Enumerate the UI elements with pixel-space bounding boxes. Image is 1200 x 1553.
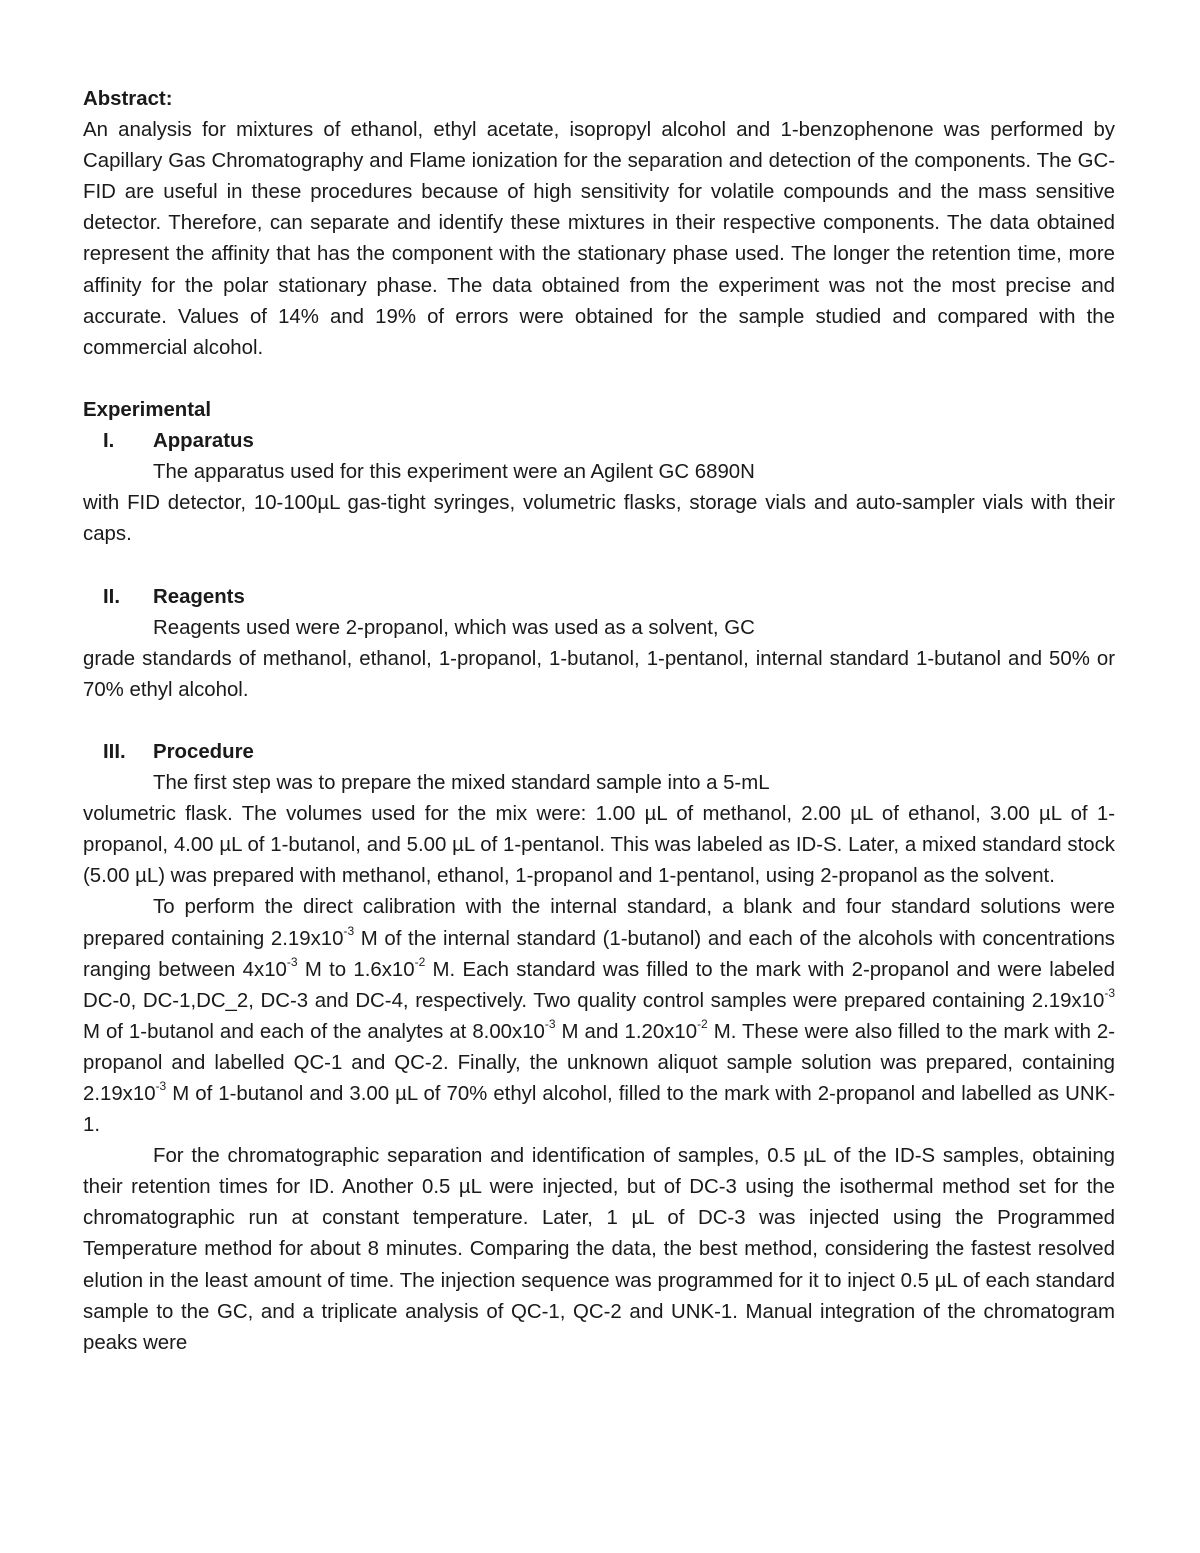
procedure-calibration-paragraph <box>83 892 1115 1141</box>
exponent: -2 <box>697 1017 708 1032</box>
text-run: M to 1.6x10 <box>297 958 415 981</box>
procedure-title: Procedure <box>153 740 254 763</box>
text-run: M of 1-butanol and each of the analytes at 8.00x10 <box>83 1020 545 1043</box>
document-page <box>83 84 1115 1359</box>
text-run: M and 1.20x10 <box>555 1020 698 1043</box>
reagents-title: Reagents <box>153 585 245 608</box>
experimental-heading: Experimental <box>83 398 212 421</box>
reagents-heading <box>83 582 1115 613</box>
procedure-body: volumetric flask. The volumes used for the mix were: 1.00 µL of methanol, 2.00 µL of ethanol, 3.00 µL of 1-propanol, 4.00 µL of 1-butanol, and 5.00 µL of 1-pentanol. This was labeled as ID-S. Later, a mixed standard stock (5.00 µL) was prepared with methanol, ethanol, 1-propanol and 1-pentanol, using 2-propanol as the solvent. <box>83 803 1115 888</box>
apparatus-heading <box>83 426 1115 457</box>
apparatus-body: with FID detector, 10-100µL gas-tight syringes, volumetric flasks, storage vials and auto-sampler vials with their caps. <box>83 492 1115 546</box>
procedure-heading <box>83 737 1115 768</box>
reagents-number: II. <box>103 585 120 608</box>
apparatus-first-line: The apparatus used for this experiment were an Agilent GC 6890N <box>153 461 755 484</box>
reagents-first-line: Reagents used were 2-propanol, which was used as a solvent, GC <box>153 616 755 639</box>
abstract-heading: Abstract: <box>83 88 173 110</box>
text-run: M. Each standard was filled to the mark with 2-propanol and were labeled DC-0, DC-1,DC_2, DC-3 and DC-4, respectively. Two quality control samples were prepared containing 2.19x10 <box>83 958 1115 1012</box>
spacer <box>83 706 1115 737</box>
procedure-first-line: The first step was to prepare the mixed standard sample into a 5-mL <box>153 772 770 795</box>
apparatus-title: Apparatus <box>153 430 254 453</box>
reagents-body: grade standards of methanol, ethanol, 1-propanol, 1-butanol, 1-pentanol, internal standard 1-butanol and 50% or 70% ethyl alcohol. <box>83 647 1115 701</box>
apparatus-number: I. <box>103 430 115 453</box>
exponent: -3 <box>544 1017 556 1032</box>
procedure-number: III. <box>103 740 126 763</box>
abstract-body: An analysis for mixtures of ethanol, ethyl acetate, isopropyl alcohol and 1-benzophenone was performed by Capillary Gas Chromatography and Flame ionization for the separation and detection of the components. The GC- FID are useful in these procedures because of high sensitivity for volatile compounds and the mass sensitive detector. Therefore, can separate and identify these mixtures in their respective components. The data obtained represent the affinity that has the component with the stationary phase used. The longer the retention time, more affinity for the polar stationary phase. The data obtained from the experiment was not the most precise and accurate. Values of 14% and 19% of errors were obtained for the sample studied and compared with the commercial alcohol. <box>83 119 1115 359</box>
exponent: -3 <box>343 923 355 938</box>
exponent: -3 <box>286 954 298 969</box>
spacer <box>83 364 1115 395</box>
text-run: To perform the direct calibration with the internal standard, a blank and four standard solutions were prepared containing 2.19x10 <box>83 896 1115 950</box>
exponent: -2 <box>414 954 426 969</box>
exponent: -3 <box>1104 985 1115 1000</box>
spacer <box>83 550 1115 581</box>
procedure-separation-paragraph: For the chromatographic separation and identification of samples, 0.5 µL of the ID-S samples, obtaining their retention times for ID. Another 0.5 µL were injected, but of DC-3 using the isothermal method set for the chromatographic run at constant temperature. Later, 1 µL of DC-3 was injected using the Programmed Temperature method for about 8 minutes. Comparing the data, the best method, considering the fastest resolved elution in the least amount of time. The injection sequence was programmed for it to inject 0.5 µL of each standard sample to the GC, and a triplicate analysis of QC-1, QC-2 and UNK-1. Manual integration of the chromatogram peaks were <box>83 1145 1115 1354</box>
text-run: M of the internal standard (1-butanol) and each of the alcohols with concentrations ranging between 4x10 <box>83 927 1115 981</box>
text-run: M of 1-butanol and 3.00 µL of 70% ethyl alcohol, filled to the mark with 2-propanol and labelled as UNK-1. <box>83 1083 1115 1137</box>
exponent: -3 <box>155 1079 167 1094</box>
text-run: M. These were also filled to the mark with 2-propanol and labelled QC-1 and QC-2. Finally, the unknown aliquot sample solution was prepared, containing 2.19x10 <box>83 1020 1116 1105</box>
